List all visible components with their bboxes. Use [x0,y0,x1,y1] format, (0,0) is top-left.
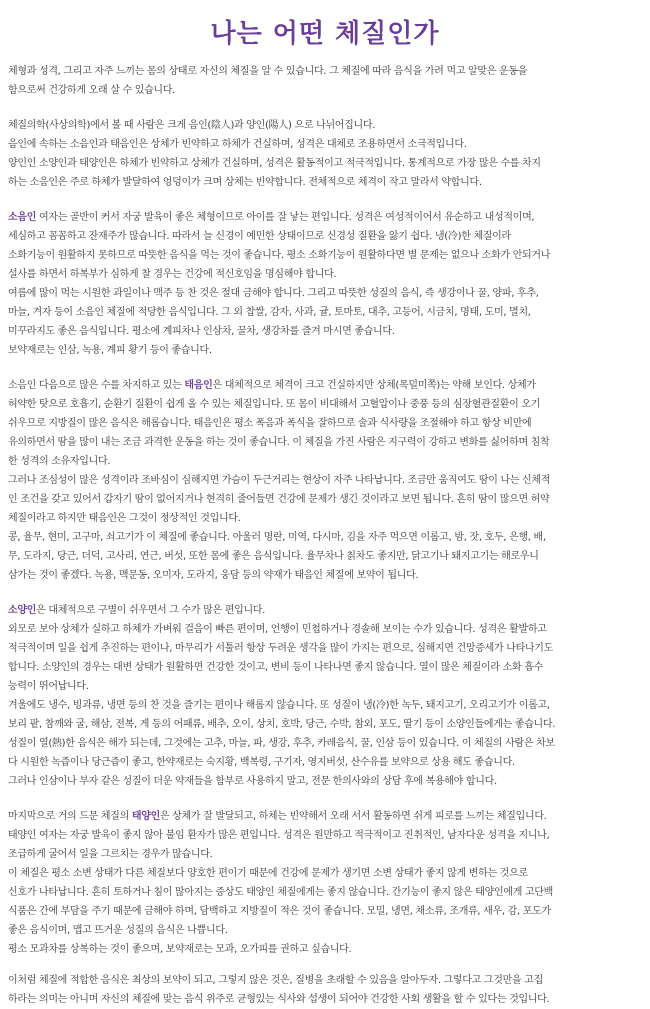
soeumin-line: 보약재로는 인삼, 녹용, 계피 황기 등이 좋습니다. [8,345,212,356]
taeyangin-line: 좋은 음식이며, 맵고 뜨거운 성질의 음식은 나쁩니다. [8,925,228,936]
intro-line: 함으로써 건강하게 오래 살 수 있습니다. [8,85,176,96]
taeyangin-line: 이 체질은 평소 소변 상태가 다른 체질보다 양호한 편이기 때문에 건강에 문제가 생기면 소변 상태가 좋지 않게 변하는 것으로 [8,868,528,879]
taeyangin-first-line [8,807,642,826]
taeeumin-line: 삼가는 것이 좋겠다. 녹용, 맥문동, 오미자, 도라지, 웅담 등의 약재가 태음인 체질에 보약이 됩니다. [8,570,419,581]
taeyangin-line: 평소 모과차를 상복하는 것이 좋으며, 보약재로는 모과, 오가피를 권하고 싶습니다. [8,944,352,955]
taeeumin-line: 쉬우므로 지방질이 많은 음식은 해롭습니다. 태음인은 평소 폭음과 폭식을 잘하므로 술과 식사량을 조절해야 하고 항상 비만에 [8,418,532,429]
soyangin-section [8,601,642,791]
overview-line: 음인에 속하는 소음인과 태음인은 상체가 빈약하고 하체가 건실하며, 성격은 대체로 조용하면서 소극적입니다. [8,139,467,150]
taeeumin-line: 콩, 율무, 현미, 고구마, 쇠고기가 이 체질에 좋습니다. 아울러 명란, 미역, 다시마, 김을 자주 먹으면 이롭고, 밤, 잣, 호두, 은행, 배, [8,532,546,543]
soyangin-line: 합니다. 소양인의 경우는 대변 상태가 원활하면 건강한 것이고, 변비 등이 나타나면 좋지 않습니다. 열이 많은 체질이라 소화 흡수 [8,662,543,673]
soyangin-heading: 소양인 [8,605,37,616]
taeyangin-first-line-text: 은 상체가 잘 발달되고, 하체는 빈약해서 오래 서서 활동하면 쉬게 피로를 느끼는 체질입니다. [159,811,547,822]
soeumin-first-line-text: 여자는 골반이 커서 자궁 발육이 좋은 체형이므로 아이를 잘 낳는 편입니다. 성격은 여성적이어서 유순하고 내성적이며, [36,212,535,223]
soeumin-line: 미꾸라지도 좋은 음식입니다. 평소에 계피차나 인삼차, 꿀차, 생강차를 즐겨 마시면 좋습니다. [8,326,395,337]
taeeumin-first-line-text: 은 대체적으로 체격이 크고 건실하지만 상체(목덜미쪽)는 약해 보인다. 상체가 [212,380,536,391]
soeumin-first-line [8,208,642,227]
soyangin-line: 능력이 뛰어납니다. [8,681,89,692]
overview-section [8,116,642,192]
taeeumin-section [8,376,642,585]
soyangin-first-line [8,601,642,620]
page-title: 나는 어떤 체질인가 [210,18,440,49]
taeyangin-heading: 태양인 [131,811,160,822]
soyangin-line: 겨울에도 냉수, 빙과류, 냉면 등의 찬 것을 즐기는 편이나 해롭지 않습니다. 또 성질이 냉(冷)한 녹두, 돼지고기, 오리고기가 이롭고, [8,700,550,711]
soyangin-line: 외모로 보아 상체가 실하고 하체가 가벼워 걸음이 빠른 편이며, 언행이 민첩하거나 경솔해 보이는 수가 있습니다. 성격은 활발하고 [8,624,547,635]
article-body [8,62,642,1009]
taeeumin-line: 그러나 조심성이 많은 성격이라 조바심이 심해지면 가슴이 두근거리는 현상이 자주 나타납니다. 조금만 움직여도 땀이 나는 신체적 [8,475,551,486]
intro-section [8,62,642,100]
conclusion-line: 하라는 의미는 아니며 자신의 체질에 맞는 음식 위주로 균형있는 식사와 섭생이 되어야 건강한 사회 생활을 할 수 있다는 것입니다. [8,994,550,1005]
soyangin-first-line-text: 은 대체적으로 구별이 쉬우면서 그 수가 많은 편입니다. [36,605,266,616]
soeumin-line: 설사를 하면서 하복부가 심하게 찰 경우는 건강에 적신호임을 명심해야 합니다. [8,269,337,280]
soyangin-line: 적극적이며 일을 쉽게 추진하는 편이나, 마무리가 서툴러 항상 두려운 생각을 많이 가지는 편으로, 심해지면 건망증세가 나타나기도 [8,643,554,654]
soyangin-line: 다 시원한 녹즙이나 당근즙이 좋고, 한약재로는 숙지황, 백복령, 구기자, 영지버섯, 산수유를 보약으로 상용 해도 좋습니다. [8,757,515,768]
taeyangin-line: 신호가 나타납니다. 흔히 토하거나 침이 많아지는 증상도 태양인 체질에게는 좋지 않습니다. 간기능이 좋지 않은 태양인에게 고단백 [8,887,554,898]
soyangin-line: 성질이 열(熱)한 음식은 해가 되는데, 그것에는 고추, 마늘, 파, 생강, 후추, 카레음식, 꿀, 인삼 등이 있습니다. 이 체질의 사람은 차보 [8,738,555,749]
taeeumin-line: 허약한 탓으로 호흡기, 순환기 질환이 쉽게 올 수 있는 체질입니다. 또 몸이 비대해서 고혈압이나 중풍 등의 심장혈관질환이 오기 [8,399,541,410]
title-bar [8,0,642,62]
soeumin-line: 소화기능이 원활하지 못하므로 따뜻한 음식을 먹는 것이 좋습니다. 평소 소화기능이 원활하다면 별 문제는 없으나 소화가 안되거나 [8,250,551,261]
taeeumin-line: 유의하면서 땀을 많이 내는 조금 과격한 운동을 하는 것이 좋습니다. 이 체질을 가진 사람은 지구력이 강하고 변화를 싫어하며 침착 [8,437,550,448]
overview-line: 체질의학(사상의학)에서 볼 때 사람은 크게 음인(陰人)과 양인(陽人) 으로 나뉘어집니다. [8,120,376,131]
soeumin-heading: 소음인 [8,212,37,223]
soeumin-line: 세심하고 꼼꼼하고 잔재주가 많습니다. 따라서 늘 신경이 예민한 상태이므로 신경성 질환을 앓기 쉽다. 냉(冷)한 체질이라 [8,231,511,242]
taeeumin-lead-text: 소음인 다음으로 많은 수를 차지하고 있는 [8,380,185,391]
taeyangin-line: 조급하게 굴어서 일을 그르치는 경우가 많습니다. [8,849,213,860]
overview-line: 양인인 소양인과 태양인은 하체가 빈약하고 상체가 건실하며, 성격은 활동적이고 적극적입니다. 통계적으로 가장 많은 수를 차지 [8,158,541,169]
taeeumin-line: 체질이라고 하지만 태음인은 그것이 정상적인 것입니다. [8,513,241,524]
taeeumin-line: 무, 도라지, 당근, 더덕, 고사리, 연근, 버섯, 또한 몸에 좋은 음식입니다. 율무차나 칡차도 좋지만, 닭고기나 돼지고기는 해로우니 [8,551,539,562]
soeumin-section [8,208,642,360]
soyangin-line: 그러나 인삼이나 부자 같은 성질이 더운 약재들을 함부로 사용하지 말고, 전문 한의사와의 상담 후에 복용해야 합니다. [8,776,497,787]
conclusion-section [8,971,642,1009]
taeyangin-lead-text: 마지막으로 거의 드문 체질의 [8,811,132,822]
taeeumin-first-line [8,376,642,395]
soeumin-line: 여름에 많이 먹는 시원한 과일이나 맥주 등 찬 것은 절대 금해야 합니다. 그리고 따뜻한 성질의 음식, 즉 생강이나 꿀, 양파, 후추, [8,288,539,299]
taeeumin-heading: 태음인 [184,380,213,391]
soeumin-line: 마늘, 겨자 등이 소음인 체질에 적당한 음식입니다. 그 외 찹쌀, 감자, 사과, 귤, 토마토, 대추, 고등어, 시금치, 명태, 도미, 멸치, [8,307,531,318]
taeeumin-line: 한 성격의 소유자입니다. [8,456,111,467]
overview-line: 하는 소음인은 주로 하체가 발달하여 엉덩이가 크며 상체는 빈약합니다. 전체적으로 체격이 작고 말라서 약합니다. [8,177,482,188]
conclusion-line: 이처럼 체질에 적합한 음식은 최상의 보약이 되고, 그렇지 않은 것은, 질병을 초래할 수 있음을 알아두자. 그렇다고 그것만을 고집 [8,975,543,986]
taeeumin-line: 인 조건을 갖고 있어서 갑자기 땀이 없어지거나 현격히 줄어들면 건강에 문제가 생긴 것이라고 보면 됩니다. 흔히 땀이 많으면 허약 [8,494,550,505]
soyangin-line: 보리 팥, 참깨와 굴, 해삼, 전복, 게 등의 어패류, 배추, 오이, 상치, 호박, 당근, 수박, 참외, 포도, 딸기 등이 소양인들에게는 좋습니다. [8,719,556,730]
intro-line: 체형과 성격, 그리고 자주 느끼는 몸의 상태로 자신의 체질을 알 수 있습니다. 그 체질에 따라 음식을 가려 먹고 알맞은 운동을 [8,66,528,77]
taeyangin-section [8,807,642,959]
taeyangin-line: 식품은 간에 부담을 주기 때문에 금해야 하며, 담백하고 지방질이 적은 것이 좋습니다. 모밀, 냉면, 채소류, 조개류, 새우, 감, 포도가 [8,906,551,917]
taeyangin-line: 태양인 여자는 자궁 발육이 좋지 않아 불임 환자가 많은 편입니다. 성격은 원만하고 적극적이고 진취적인, 남자다운 성격을 지니나, [8,830,550,841]
